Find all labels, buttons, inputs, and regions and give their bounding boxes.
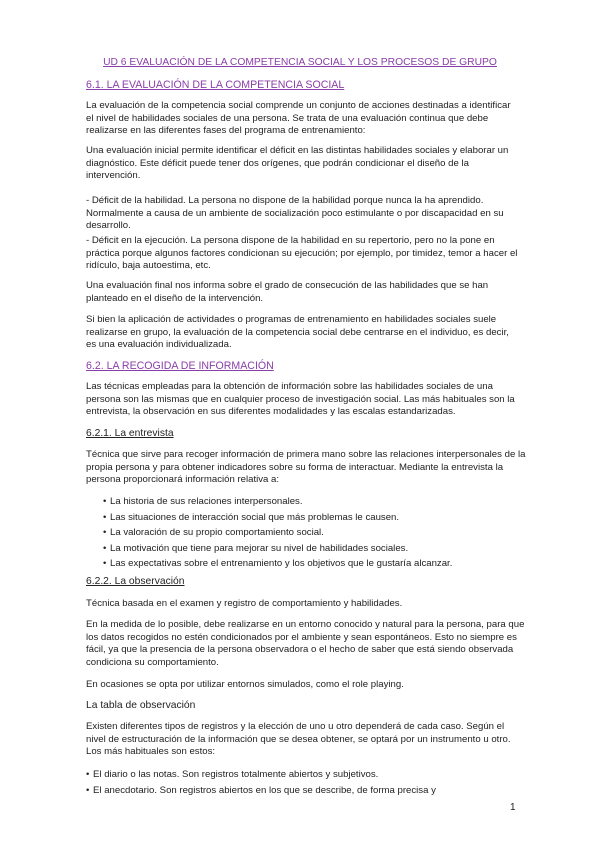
list-item: • El diario o las notas. Son registros totalmente abiertos y subjetivos. bbox=[86, 769, 379, 780]
document-title: UD 6 EVALUACIÓN DE LA COMPETENCIA SOCIAL Y LOS PROCESOS DE GRUPO bbox=[103, 57, 497, 68]
section-6-2-2-paragraph-2: En la medida de lo posible, debe realizarse en un entorno conocido y natural para la persona, para que los datos recogidos no estén condicionados por el ambiente y sean espontáneos. Esto no siempre es fácil, ya que la presencia de la persona observadora o el hecho de saber que está siendo observada condiciona su comportamiento. bbox=[86, 619, 525, 668]
section-6-1-paragraph-4: Una evaluación final nos informa sobre el grado de consecución de las habilidades que se han planteado en el diseño de la intervención. bbox=[86, 280, 489, 304]
list-item: • La historia de sus relaciones interpersonales. bbox=[103, 496, 303, 507]
list-item: • Las expectativas sobre el entrenamiento y los objetivos que le gustaría alcanzar. bbox=[103, 558, 453, 570]
observation-table-heading: La tabla de observación bbox=[86, 700, 196, 711]
section-6-1-deficit-ejecucion: - Déficit en la ejecución. La persona dispone de la habilidad en su repertorio, pero no la pone en práctica porque algunos factores condicionan su ejecución; por ejemplo, por timidez, temor a hacer el ridículo, baja autoestima, etc. bbox=[86, 235, 518, 271]
section-6-2-1-paragraph-1: Técnica que sirve para recoger información de primera mano sobre las relaciones interpersonales de la propia persona y para obtener indicadores sobre su forma de interactuar. Mediante la entrevista la persona proporcionará información relativa a: bbox=[86, 449, 526, 485]
section-6-2-2-paragraph-4: Existen diferentes tipos de registros y la elección de uno u otro dependerá de cada caso. Según el nivel de estructuración de la información que se desea obtener, se optará por un instrumento u otro. Los más habituales son estos: bbox=[86, 721, 511, 757]
section-6-1-paragraph-5: Si bien la aplicación de actividades o programas de entrenamiento en habilidades sociales suele realizarse en grupo, la evaluación de la competencia social debe centrarse en el individuo, es decir, es una evaluación individualizada. bbox=[86, 314, 509, 350]
list-item: • El anecdotario. Son registros abiertos en los que se describe, de forma precisa y bbox=[86, 784, 436, 796]
list-item: • Las situaciones de interacción social que más problemas le causen. bbox=[103, 511, 400, 523]
section-6-2-2-paragraph-3: En ocasiones se opta por utilizar entornos simulados, como el role playing. bbox=[86, 679, 404, 690]
section-6-2-1-heading: 6.2.1. La entrevista bbox=[86, 428, 174, 439]
list-item: • La motivación que tiene para mejorar su nivel de habilidades sociales. bbox=[103, 542, 409, 554]
page-number: 1 bbox=[510, 802, 516, 813]
section-6-1-deficit-habilidad: - Déficit de la habilidad. La persona no dispone de la habilidad porque nunca la ha aprendido. Normalmente a causa de un ambiente de socialización poco estimulante o por discapacidad en su desarrollo. bbox=[86, 195, 504, 231]
section-6-1-heading: 6.1. LA EVALUACIÓN DE LA COMPETENCIA SOCIAL bbox=[86, 79, 345, 91]
section-6-2-heading: 6.2. LA RECOGIDA DE INFORMACIÓN bbox=[86, 360, 274, 372]
record-types-list bbox=[86, 767, 506, 798]
section-6-2-2-heading: 6.2.2. La observación bbox=[86, 576, 185, 587]
section-6-2-paragraph-1: Las técnicas empleadas para la obtención de información sobre las habilidades sociales de una persona son las mismas que en cualquier proceso de investigación social. Las más habituales son la entrevista, la observación en sus diferentes modalidades y las escalas estandarizadas. bbox=[86, 381, 515, 417]
section-6-1-paragraph-1: La evaluación de la competencia social comprende un conjunto de acciones destinadas a identificar el nivel de habilidades sociales de una persona. Se trata de una evaluación continua que debe realizarse en las diferentes fases del programa de entrenamiento: bbox=[86, 100, 511, 136]
list-item: • La valoración de su propio comportamiento social. bbox=[103, 527, 324, 539]
section-6-1-paragraph-2: Una evaluación inicial permite identificar el déficit en las distintas habilidades sociales y elaborar un diagnóstico. Este déficit puede tener dos orígenes, que podrán condicionar el diseño de la intervención. bbox=[86, 145, 509, 181]
interview-topics-list bbox=[103, 494, 523, 572]
section-6-2-2-paragraph-1: Técnica basada en el examen y registro de comportamiento y habilidades. bbox=[86, 598, 403, 609]
